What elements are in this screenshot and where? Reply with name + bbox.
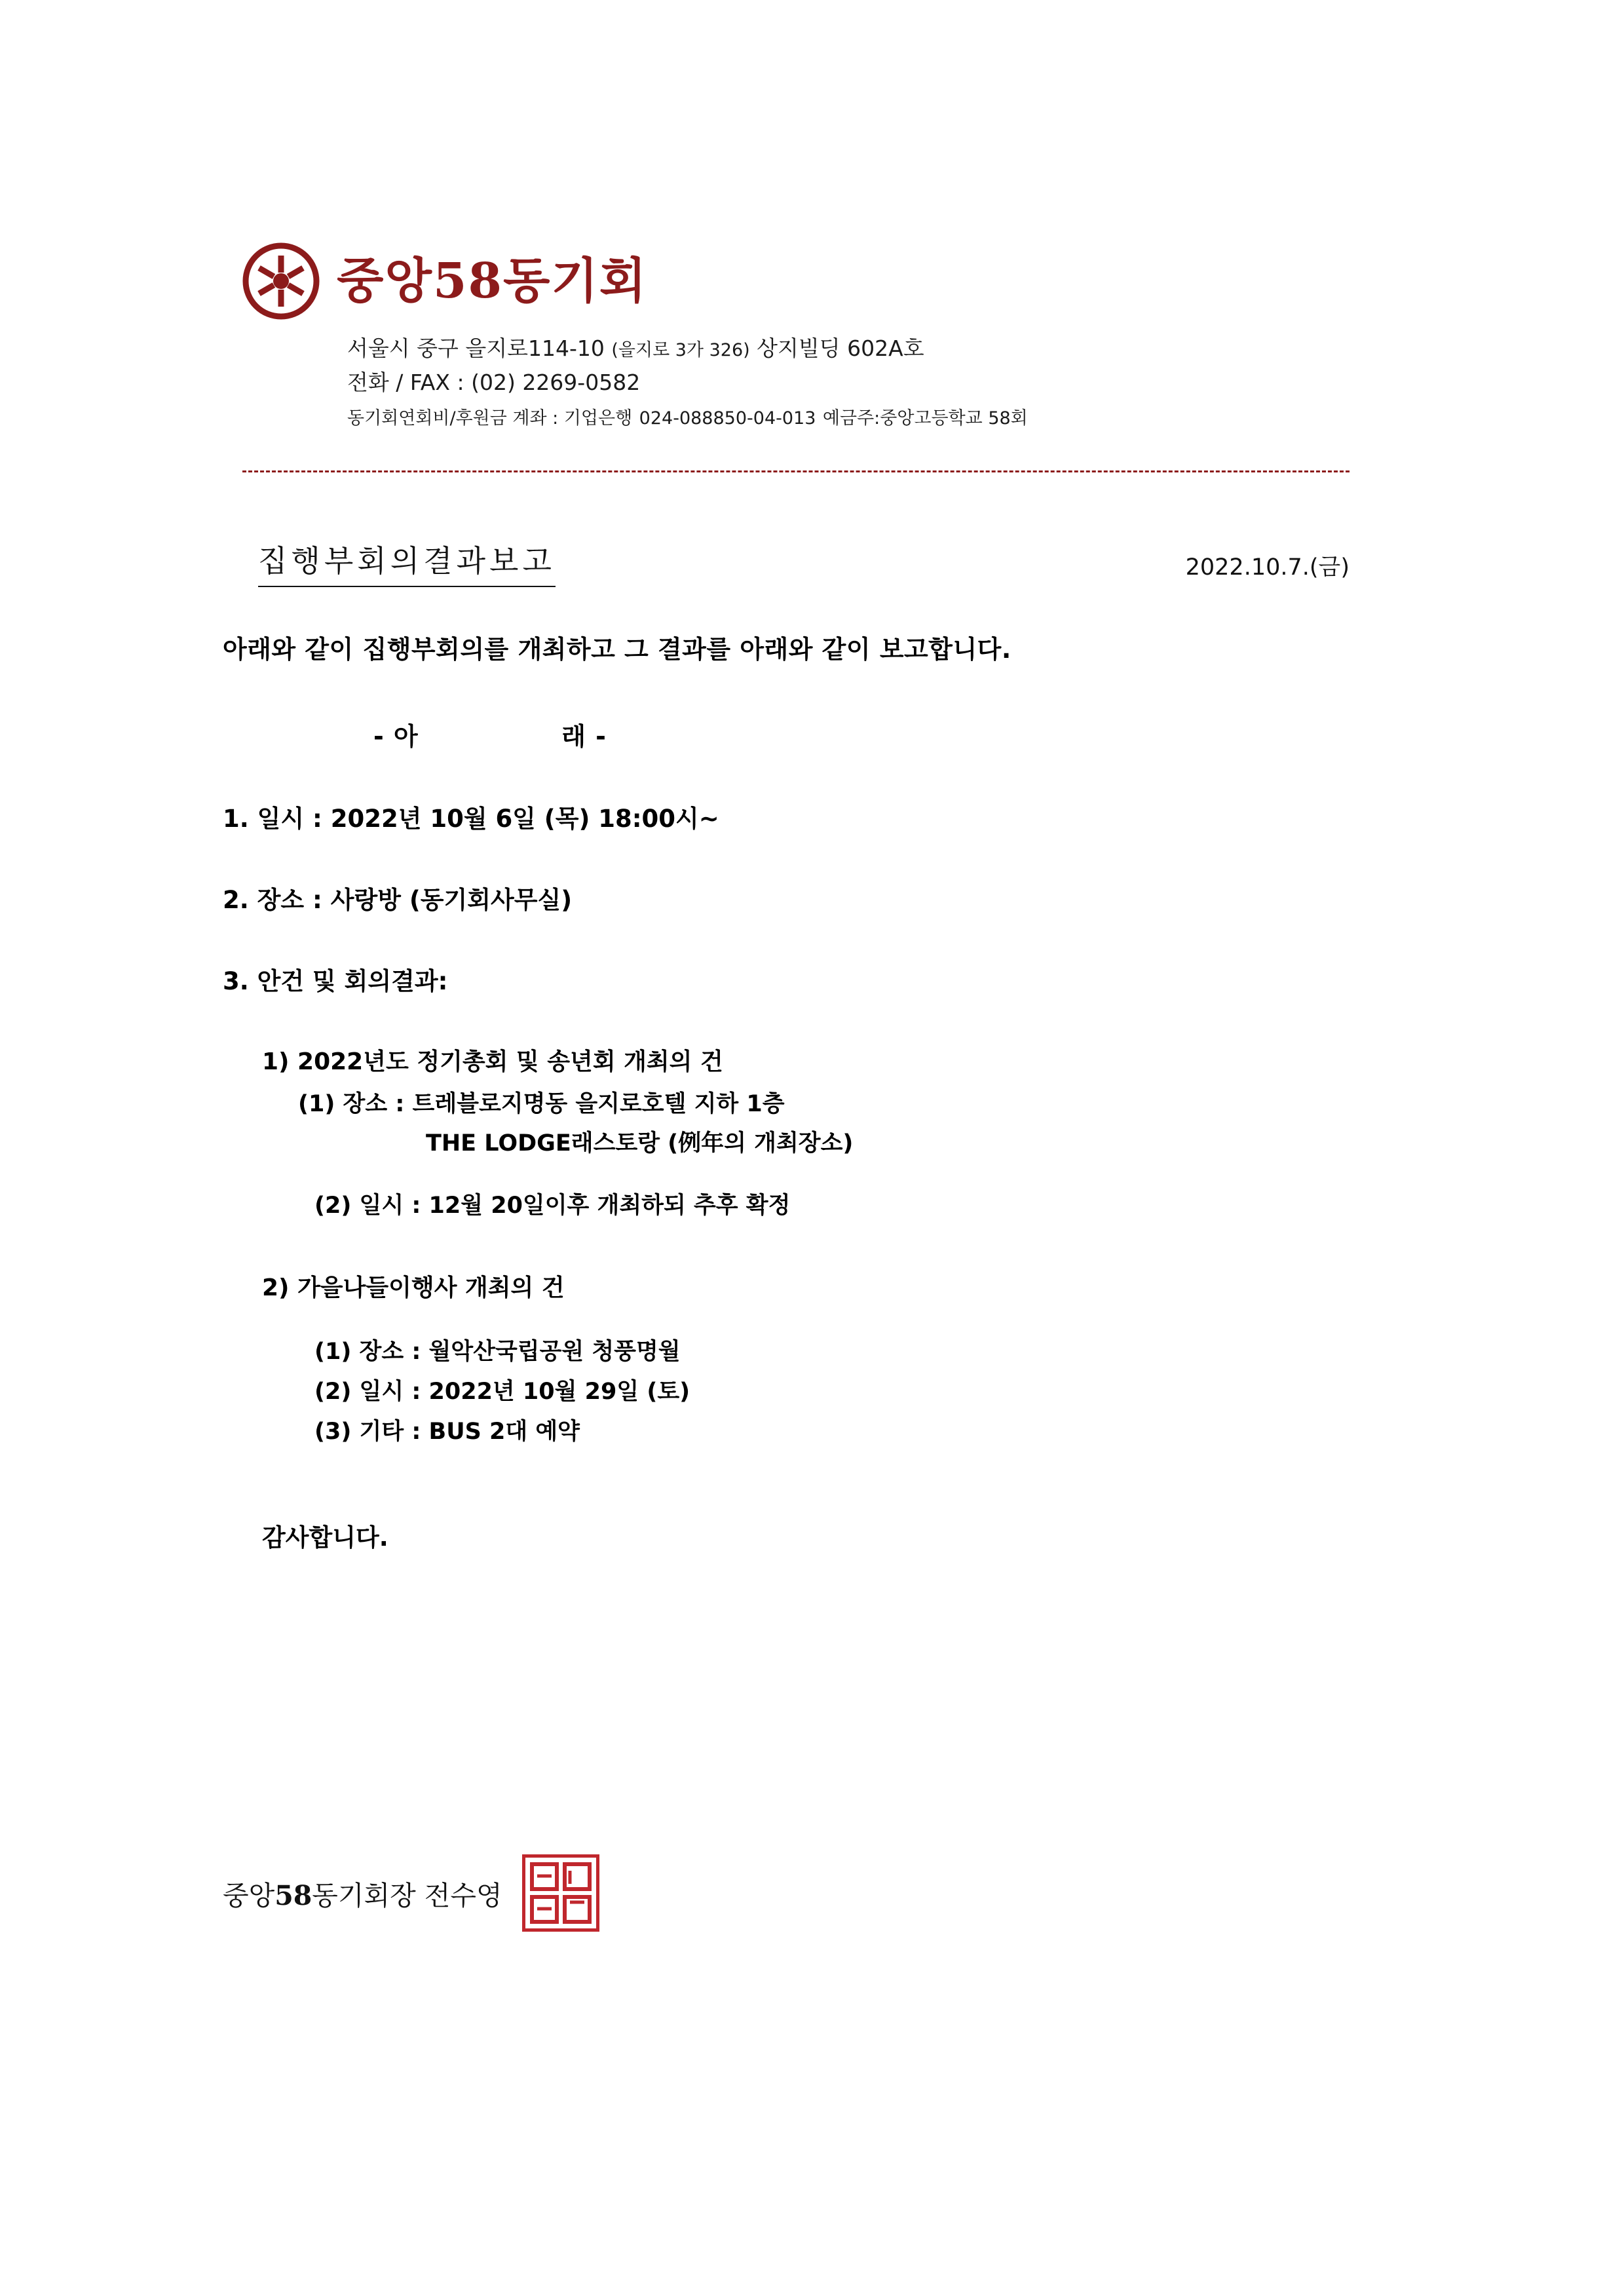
- agenda-2-heading: 2) 가을나들이행사 개최의 건: [262, 1274, 565, 1301]
- account-holder: 예금주:중앙고등학교 58회: [822, 408, 1028, 429]
- arae-left: - 아: [373, 722, 419, 751]
- letterhead: [242, 242, 1422, 434]
- agenda-2-datetime: (2) 일시 : 2022년 10월 29일 (토): [314, 1378, 690, 1405]
- document-body: [223, 629, 1402, 1553]
- item-3-agenda: 3. 안건 및 회의결과:: [223, 966, 448, 995]
- signature-text: [223, 1874, 502, 1913]
- closing-thanks: 감사합니다.: [262, 1523, 388, 1552]
- address-building: 상지빌딩 602A호: [757, 335, 924, 361]
- account-label: 동기회연회비/후원금 계좌 : 기업은행: [347, 408, 633, 429]
- intro-paragraph: 아래와 같이 집행부회의를 개최하고 그 결과를 아래와 같이 보고합니다.: [223, 635, 1011, 664]
- agenda-1-location: (1) 장소 : 트레블로지명동 을지로호텔 지하 1층: [298, 1090, 785, 1117]
- account-line: [347, 400, 1422, 434]
- arae-right: 래 -: [561, 722, 607, 751]
- agenda-2-other: (3) 기타 : BUS 2대 예약: [314, 1418, 580, 1445]
- header-divider: [242, 470, 1350, 474]
- item-1-datetime: 1. 일시 : 2022년 10월 6일 (목) 18:00시~: [223, 805, 719, 833]
- signature-suffix: 동기회장 전수영: [312, 1879, 502, 1911]
- letterhead-top: [242, 242, 1422, 320]
- agenda-2-location: (1) 장소 : 월악산국립공원 청풍명월: [314, 1339, 681, 1366]
- agenda-1-heading: 1) 2022년도 정기총회 및 송년회 개최의 건: [262, 1048, 723, 1076]
- red-square-seal-icon: [522, 1854, 599, 1932]
- phone-line: 전화 / FAX : (02) 2269-0582: [347, 370, 641, 396]
- address-block: [347, 332, 1422, 434]
- item-2-location: 2. 장소 : 사랑방 (동기회사무실): [223, 885, 573, 914]
- org-name: 중앙58동기회: [337, 253, 648, 309]
- account-number: 024-088850-04-013: [639, 408, 816, 429]
- document-date: 2022.10.7.(금): [1185, 554, 1350, 581]
- signature-prefix: 중앙: [223, 1879, 275, 1911]
- arae-heading: [223, 716, 1402, 752]
- address-parenthetical: (을지로 3가 326): [611, 340, 750, 360]
- agenda-1-datetime: (2) 일시 : 12월 20일이후 개최하되 추후 확정: [314, 1193, 791, 1219]
- agenda-1-location-cont: THE LODGE래스토랑 (例年의 개최장소): [426, 1130, 854, 1157]
- signature-block: [223, 1854, 599, 1932]
- signature-number: 58: [274, 1879, 312, 1911]
- title-row: [242, 537, 1350, 587]
- page-title: 집행부회의결과보고: [258, 537, 556, 587]
- circle-flower-emblem-icon: [242, 242, 320, 320]
- address-line-1: [347, 332, 1422, 366]
- address-street: 서울시 중구 을지로114-10: [347, 335, 605, 361]
